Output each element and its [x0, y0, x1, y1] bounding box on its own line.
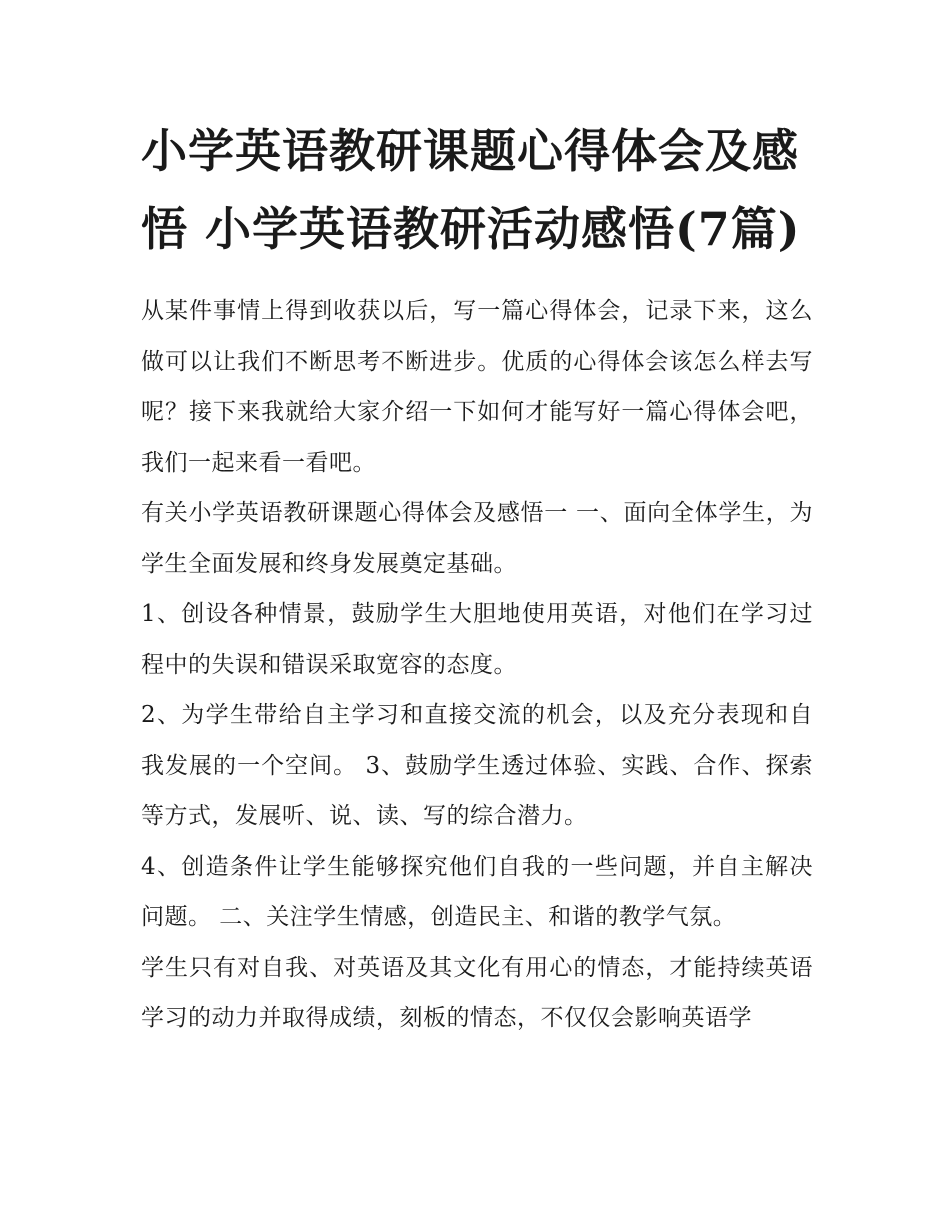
document-title: 小学英语教研课题心得体会及感悟 小学英语教研活动感悟(7篇) — [141, 124, 801, 256]
paragraph-section-one: 有关小学英语教研课题心得体会及感悟一 一、面向全体学生，为学生全面发展和终身发展奠定基础。 — [141, 500, 813, 577]
document-body — [141, 286, 813, 1044]
paragraph-item-2-3: 2、为学生带给自主学习和直接交流的机会，以及充分表现和自我发展的一个空间。 3、鼓励学生透过体验、实践、合作、探索等方式，发展听、说、读、写的综合潜力。 — [141, 702, 813, 829]
paragraph-item-1: 1、创设各种情景，鼓励学生大胆地使用英语，对他们在学习过程中的失误和错误采取宽容的态度。 — [141, 601, 813, 678]
paragraph-item-4: 4、创造条件让学生能够探究他们自我的一些问题，并自主解决问题。 二、关注学生情感，创造民主、和谐的教学气氛。 — [141, 853, 813, 930]
paragraph-emotion: 学生只有对自我、对英语及其文化有用心的情态，才能持续英语学习的动力并取得成绩，刻板的情态，不仅仅会影响英语学 — [141, 954, 813, 1031]
paragraph-intro: 从某件事情上得到收获以后，写一篇心得体会，记录下来，这么做可以让我们不断思考不断进步。优质的心得体会该怎么样去写呢？接下来我就给大家介绍一下如何才能写好一篇心得体会吧，我们一起来看一看吧。 — [141, 298, 813, 476]
document-page — [141, 112, 813, 1044]
